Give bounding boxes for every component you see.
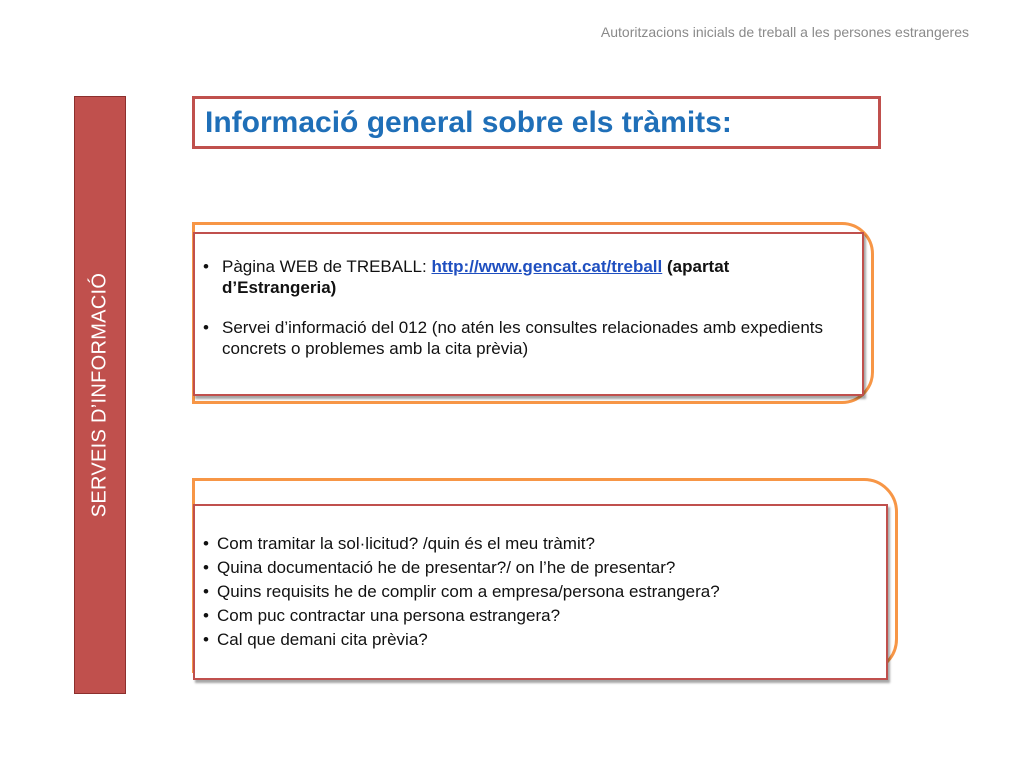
list-item [201, 604, 881, 628]
info-box-2-list [201, 532, 881, 652]
list-item [201, 580, 881, 604]
question-text: Quins requisits he de complir com a empresa/persona estrangera? [217, 582, 720, 601]
info-box-2 [193, 504, 888, 680]
slide-header: Autoritzacions inicials de treball a les persones estrangeres [600, 24, 969, 40]
question-text: Com tramitar la sol·licitud? /quin és el meu tràmit? [217, 534, 595, 553]
info-box-1-list [201, 256, 841, 378]
list-item-web [201, 256, 841, 298]
info-box-1 [193, 232, 864, 396]
list-item [201, 628, 881, 652]
web-suffix: (apartat d’Estrangeria) [222, 257, 730, 297]
bullet-icon: • [203, 534, 209, 553]
bullet-icon: • [203, 558, 209, 577]
question-text: Com puc contractar una persona estrangera? [217, 606, 561, 625]
list-item [201, 532, 881, 556]
web-prefix: Pàgina WEB de TREBALL: [222, 257, 432, 276]
title-box [192, 96, 881, 149]
bullet-icon: • [203, 257, 209, 276]
question-text: Cal que demani cita prèvia? [217, 630, 428, 649]
bullet-icon: • [203, 318, 209, 337]
bullet-icon: • [203, 582, 209, 601]
list-item [201, 556, 881, 580]
bullet-icon: • [203, 606, 209, 625]
question-text: Quina documentació he de presentar?/ on l’he de presentar? [217, 558, 676, 577]
bullet-icon: • [203, 630, 209, 649]
treball-link[interactable]: http://www.gencat.cat/treball [431, 257, 663, 276]
sidebar-bar [74, 96, 126, 694]
sidebar-label: SERVEIS D’INFORMACIÓ [88, 272, 111, 518]
service-012-text: Servei d’informació del 012 (no atén les consultes relacionades amb expedients concrets o problemes amb la cita prèvia) [222, 318, 824, 358]
page-title: Informació general sobre els tràmits: [205, 106, 732, 139]
list-item-012 [201, 317, 841, 359]
